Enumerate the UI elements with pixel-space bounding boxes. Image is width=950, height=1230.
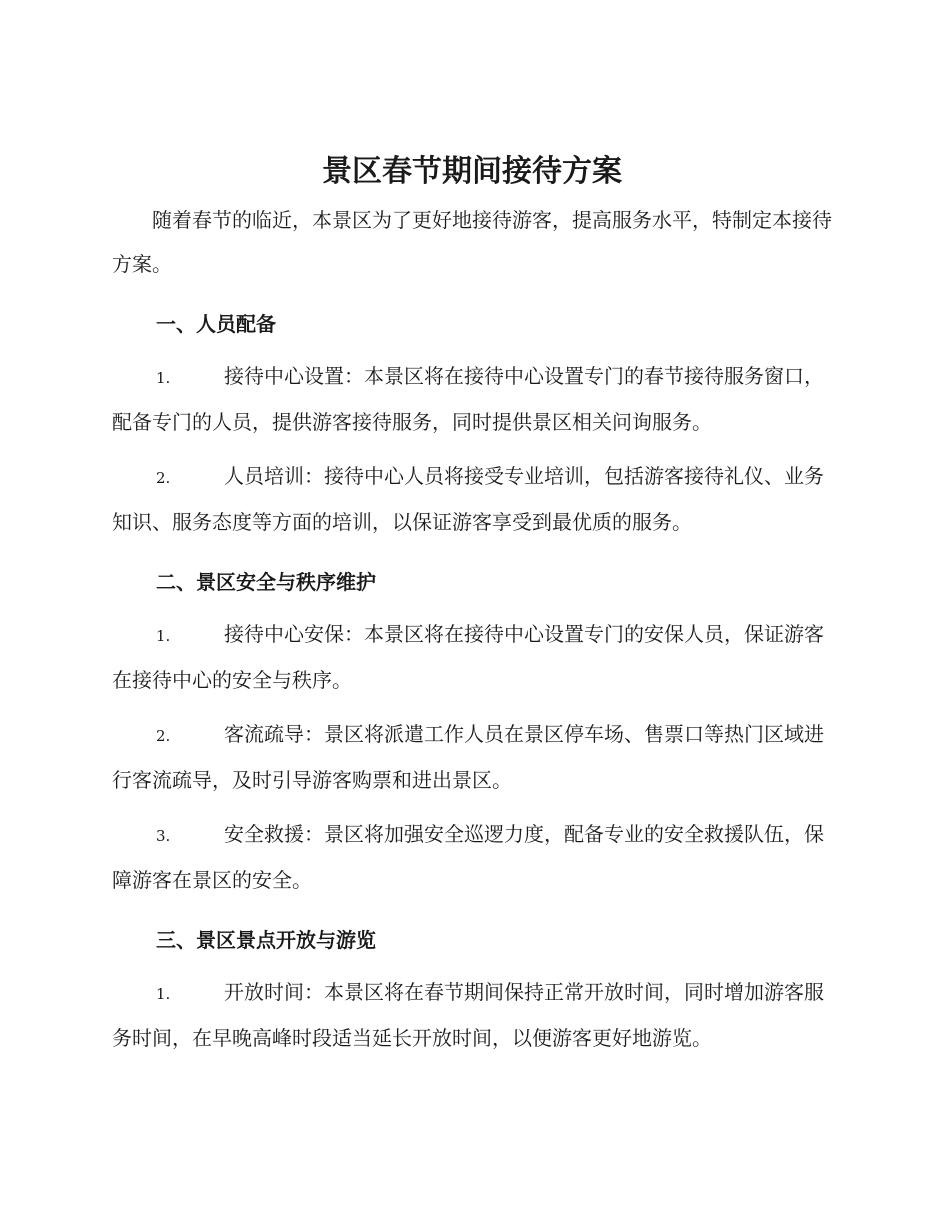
list-item-text: 接待中心设置：本景区将在接待中心设置专门的春节接待服务窗口，配备专门的人员，提供游客接待服务，同时提供景区相关问询服务。	[112, 364, 824, 434]
list-item-number: 1.	[156, 985, 171, 1003]
list-item-text: 人员培训：接待中心人员将接受专业培训，包括游客接待礼仪、业务知识、服务态度等方面的培训，以保证游客享受到最优质的服务。	[112, 464, 824, 534]
list-item	[112, 612, 832, 702]
document-page	[112, 146, 832, 1060]
list-item-number: 2.	[156, 727, 171, 745]
list-item-text: 开放时间：本景区将在春节期间保持正常开放时间，同时增加游客服务时间，在早晚高峰时段适当延长开放时间，以便游客更好地游览。	[112, 980, 824, 1050]
list-item-text: 安全救援：景区将加强安全巡逻力度，配备专业的安全救援队伍，保障游客在景区的安全。	[112, 822, 824, 892]
list-item-number: 1.	[156, 369, 171, 387]
list-item-number: 1.	[156, 627, 171, 645]
document-title: 景区春节期间接待方案	[322, 154, 622, 189]
section-heading: 三、景区景点开放与游览	[156, 928, 376, 952]
list-item	[112, 712, 832, 802]
list-item	[112, 454, 832, 544]
list-item-number: 2.	[156, 469, 171, 487]
section-heading: 一、人员配备	[156, 312, 276, 336]
list-item	[112, 970, 832, 1060]
intro-paragraph: 随着春节的临近，本景区为了更好地接待游客，提高服务水平，特制定本接待方案。	[112, 208, 832, 276]
list-item-number: 3.	[156, 827, 171, 845]
section-heading: 二、景区安全与秩序维护	[156, 570, 376, 594]
list-item	[112, 812, 832, 902]
list-item	[112, 354, 832, 444]
list-item-text: 客流疏导：景区将派遣工作人员在景区停车场、售票口等热门区域进行客流疏导，及时引导游客购票和进出景区。	[112, 722, 824, 792]
list-item-text: 接待中心安保：本景区将在接待中心设置专门的安保人员，保证游客在接待中心的安全与秩序。	[112, 622, 824, 692]
